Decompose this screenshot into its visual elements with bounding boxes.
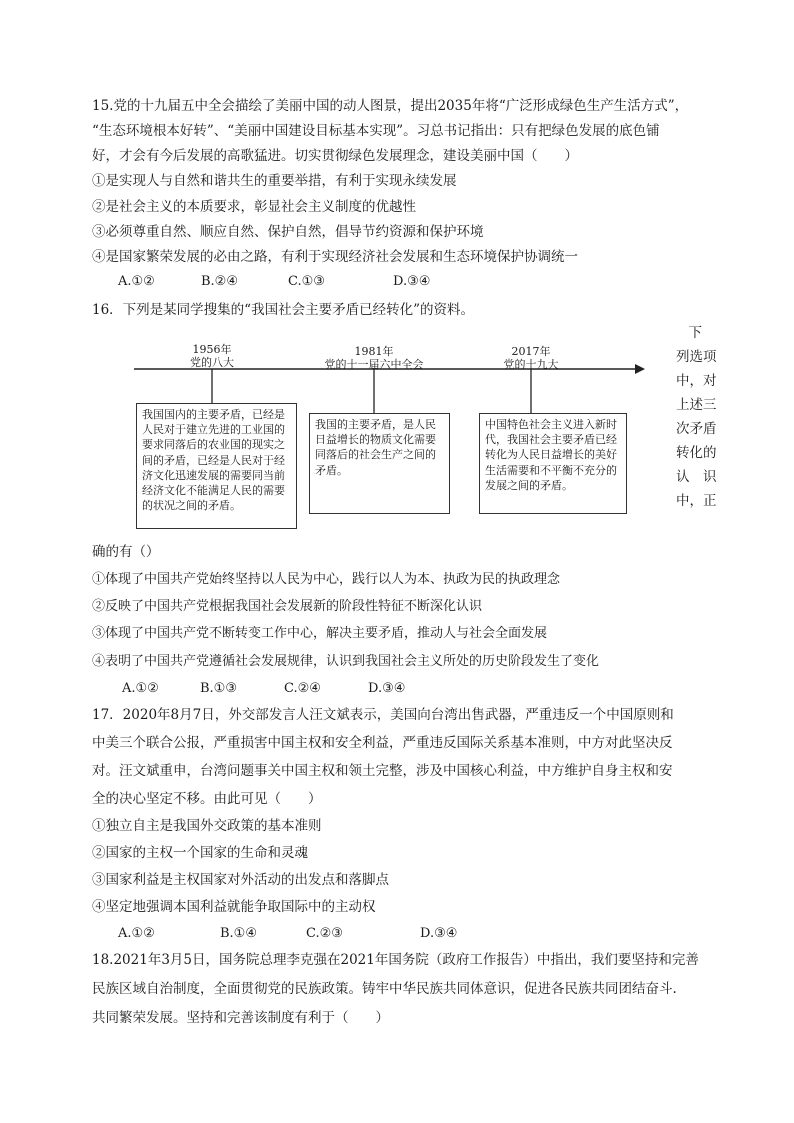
timeline-box-2017: 中国特色社会主义进入新时代，我国社会主要矛盾已经转化为人民日益增长的美好生活需要和不平衡不充分的发展之间的矛盾。 (479, 413, 627, 514)
q17-option-a: A.①② (118, 926, 155, 941)
q16-side-line-6: 转化的 (676, 445, 717, 461)
q15-stem-line-3: 好，才会有今后发展的高歌猛进。切实贯彻绿色发展理念，建设美丽中国（ ） (92, 148, 578, 164)
q17-stem-line-4: 全的决心坚定不移。由此可见（ ） (92, 791, 322, 807)
q17-statement-1: ①独立自主是我国外交政策的基本准则 (92, 818, 322, 834)
q16-statement-4: ④表明了中国共产党遵循社会发展规律，认识到我国社会主义所处的历史阶段发生了变化 (92, 654, 600, 669)
q16-side-line-8: 中，正 (676, 493, 717, 509)
q16-side-line-4: 上述三 (676, 397, 717, 413)
q16-stem: 16．下列是某同学搜集的“我国社会主要矛盾已经转化”的资料。 (92, 302, 474, 318)
q18-stem-line-2: 民族区域自治制度，全面贯彻党的民族政策。铸牢中华民族共同体意识，促进各民族共同团结奋斗. (92, 981, 677, 997)
q17-option-d: D.③④ (420, 926, 458, 941)
q18-stem-line-3: 共同繁荣发展。坚持和完善该制度有利于（ ） (92, 1010, 389, 1026)
q15-option-b: B.②④ (201, 274, 238, 289)
q16-side-line-3: 中，对 (676, 373, 717, 389)
q16-option-c: C.②④ (284, 681, 321, 696)
q16-side-line-7: 认 识 (676, 469, 717, 485)
timeline-arrowhead (635, 364, 645, 374)
q16-option-b: B.①③ (200, 681, 237, 696)
timeline-label-2017 (481, 345, 581, 371)
q15-option-c: C.①③ (288, 274, 325, 289)
q17-stem-line-3: 对。汪文斌重申，台湾问题事关中国主权和领土完整，涉及中国核心利益，中方维护自身主权和安 (92, 763, 673, 779)
q15-statement-2: ②是社会主义的本质要求，彰显社会主义制度的优越性 (92, 199, 416, 215)
timeline-year-1981: 1981年 (354, 345, 394, 358)
q15-stem-line-1: 15.党的十九届五中全会描绘了美丽中国的动人图景，提出2035年将“广泛形成绿色生产生活方式”， (92, 98, 689, 114)
timeline-event-1981: 党的十一届六中全会 (324, 358, 424, 371)
timeline-box-1956: 我国国内的主要矛盾，已经是人民对于建立先进的工业国的要求同落后的农业国的现实之间的矛盾，已经是人民对于经济文化迅速发展的需要同当前经济文化不能满足人民的需要的状况之间的矛盾。 (136, 403, 297, 529)
q18-stem-line-1: 18.2021年3月5日，国务院总理李克强在2021年国务院（政府工作报告）中指出，我们要坚持和完善 (92, 952, 699, 968)
q15-statement-4: ④是国家繁荣发展的必由之路，有利于实现经济社会发展和生态环境保护协调统一 (92, 249, 578, 265)
q17-option-b: B.①④ (220, 926, 257, 941)
q17-statement-2: ②国家的主权一个国家的生命和灵魂 (92, 845, 308, 861)
timeline-label-1956 (162, 343, 262, 369)
q15-stem-line-2: “生态环境根本好转”、“美丽中国建设目标基本实现”。习总书记指出：只有把绿色发展的底色铺 (92, 123, 660, 139)
timeline-label-1981 (304, 345, 444, 371)
q16-stem-end: 确的有（） (92, 544, 160, 560)
q15-option-a: A.①② (118, 274, 155, 289)
q17-statement-4: ④坚定地强调本国利益就能争取国际中的主动权 (92, 899, 376, 915)
q17-stem-line-1: 17．2020年8月7日，外交部发言人汪文斌表示，美国向台湾出售武器，严重违反一个中国原则和 (92, 707, 674, 723)
timeline-year-2017: 2017年 (511, 345, 551, 358)
q16-statement-2: ②反映了中国共产党根据我国社会发展新的阶段性特征不断深化认识 (92, 599, 483, 614)
q16-side-line-5: 次矛盾 (676, 421, 717, 437)
q15-statement-3: ③必须尊重自然、顺应自然、保护自然，倡导节约资源和保护环境 (92, 224, 484, 240)
q16-statement-1: ①体现了中国共产党始终坚持以人民为中心，践行以人为本、执政为民的执政理念 (92, 572, 561, 587)
timeline-box-1981: 我国的主要矛盾，是人民日益增长的物质文化需要同落后的社会生产之间的矛盾。 (309, 413, 450, 514)
timeline-event-2017: 党的十九大 (503, 358, 559, 371)
q17-option-c: C.②③ (306, 926, 343, 941)
q17-stem-line-2: 中美三个联合公报，严重损害中国主权和安全利益，严重违反国际关系基本准则，中方对此坚决反 (92, 735, 673, 751)
q17-statement-3: ③国家利益是主权国家对外活动的出发点和落脚点 (92, 872, 389, 888)
q15-option-d: D.③④ (393, 274, 431, 289)
q16-statement-3: ③体现了中国共产党不断转变工作中心，解决主要矛盾，推动人与社会全面发展 (92, 626, 548, 641)
timeline-event-1956: 党的八大 (190, 356, 234, 369)
q16-option-a: A.①② (122, 681, 159, 696)
timeline-year-1956: 1956年 (192, 343, 232, 356)
q16-option-d: D.③④ (368, 681, 406, 696)
q15-statement-1: ①是实现人与自然和谐共生的重要举措，有利于实现永续发展 (92, 173, 457, 189)
q16-side-line-1: 下 (688, 325, 702, 341)
q16-side-line-2: 列选项 (676, 349, 717, 365)
